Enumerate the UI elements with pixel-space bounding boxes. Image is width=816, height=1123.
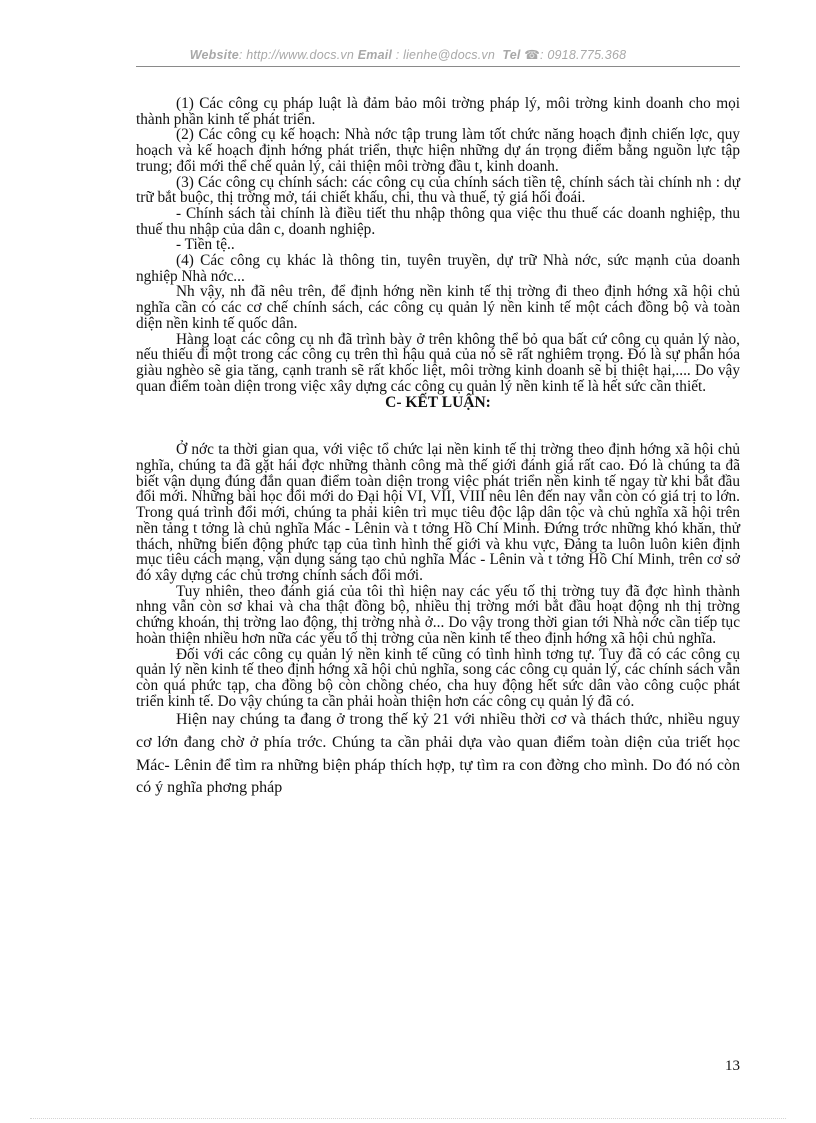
- paragraph-conclusion-4: Hiện nay chúng ta đang ở trong thế kỷ 21 với nhiều thời cơ và thách thức, nhiều nguy cơ lớn đang chờ ở phía trớc. Chúng ta cần phải dựa vào quan điểm toàn diện của triết học Mác- Lênin để tìm ra những biện pháp thích hợp, tự tìm ra con đờng cho mình. Do đó nó còn có ý nghĩa phơng pháp: [136, 711, 740, 797]
- paragraph-other-tools: (4) Các công cụ khác là thông tin, tuyên truyền, dự trữ Nhà nớc, sức mạnh của doanh nghiệp Nhà nớc...: [136, 252, 740, 285]
- paragraph-summary: Nh vậy, nh đã nêu trên, để định hớng nền kinh tế thị trờng đi theo định hớng xã hội chủ nghĩa cần có các cơ chế chính sách, các công cụ quản lý nền kinh tế một cách đồng bộ và toàn diện nền kinh tế quốc dân.: [136, 283, 740, 332]
- tel-label: Tel: [502, 48, 521, 62]
- spacer: [136, 412, 740, 442]
- paragraph-conclusion-1: Ở nớc ta thời gian qua, với việc tổ chức lại nền kinh tế thị trờng theo định hớng xã hội chủ nghĩa, chúng ta đã gặt hái đợc những thành công mà thế giới đánh giá rất cao. Đó là chúng ta đã biết vận dụng đúng đắn quan điểm toàn diện trong việc phát triển nền kinh tế ngay từ khi bắt đầu đổi mới. Những bài học đổi mới do Đại hội VI, VII, VIII nêu lên đến nay vẫn còn có giá trị to lớn. Trong quá trình đổi mới, chúng ta phải kiên trì mục tiêu độc lập dân tộc và chủ nghĩa xã hội trên nền tảng t tởng là chủ nghĩa Mác - Lênin và t tởng Hồ Chí Minh. Đứng trớc những khó khăn, thử thách, những biến động phức tạp của tình hình thế giới và khu vực, Đảng ta luôn luôn kiên định mục tiêu cách mạng, vận dụng sáng tạo chủ nghĩa Mác - Lênin và t tởng Hồ Chí Minh, trên cơ sở đó xây dựng các chủ trơng chính sách đổi mới.: [136, 441, 740, 584]
- paragraph-conclusion-3: Đối với các công cụ quản lý nền kinh tế cũng có tình hình tơng tự. Tuy đã có các công cụ quản lý nền kinh tế theo định hớng xã hội chủ nghĩa, song các công cụ quản lý, các chính sách vẫn còn quá phức tạp, cha đồng bộ còn chồng chéo, cha huy động hết sức dân vào công cuộc phát triển kinh tế. Do vậy chúng ta cần phải hoàn thiện hơn các công cụ quản lý đã có.: [136, 645, 740, 710]
- tel-value: ☎: 0918.775.368: [520, 48, 627, 62]
- header-divider: [136, 66, 740, 67]
- website-label: Website: [189, 48, 239, 62]
- paragraph-monetary: - Tiền tệ..: [176, 236, 235, 254]
- email-label: Email: [357, 48, 393, 62]
- page-number: 13: [725, 1058, 740, 1074]
- paragraph-planning-tools: (2) Các công cụ kế hoạch: Nhà nớc tập trung làm tốt chức năng hoạch định chiến lợc, quy hoạch và kế hoạch định hớng phát triển, thực hiện những dự án trọng điểm bằng nguồn lực tập trung; đổi mới thể chế quản lý, cải thiện môi trờng đầu t, kinh doanh.: [136, 126, 740, 175]
- website-value: : http://www.docs.vn: [238, 48, 355, 62]
- page-header: [0, 47, 816, 62]
- paragraph-conclusion-2: Tuy nhiên, theo đánh giá của tôi thì hiện nay các yếu tố thị trờng tuy đã đợc hình thành nhng vẫn còn sơ khai và cha thật đồng bộ, nhiều thị trờng mới bắt đầu hoạt động nh thị trờng chứng khoán, thị trờng lao động, thị trờng nhà ở... Do vậy trong thời gian tới Nhà nớc cần tiếp tục hoàn thiện nhiều hơn nữa các yếu tố thị trờng của nền kinh tế theo định hớng xã hội chủ nghĩa.: [136, 582, 740, 647]
- paragraph-consequences: Hàng loạt các công cụ nh đã trình bày ở trên không thể bỏ qua bất cứ công cụ quản lý nào, nếu thiếu đi một trong các công cụ trên thì hậu quả của nó sẽ rất nghiêm trọng. Đó là sự phân hóa giàu nghèo sẽ gia tăng, cạnh tranh sẽ rất khốc liệt, môi trờng kinh doanh sẽ bị thiệt hại,.... Do vậy quan điểm toàn diện trong việc xây dựng các công cụ quản lý nền kinh tế là hết sức cần thiết.: [136, 330, 740, 395]
- footer-divider: [30, 1118, 786, 1119]
- paragraph-fiscal-policy: - Chính sách tài chính là điều tiết thu nhập thông qua việc thu thuế các doanh nghiệp, thu thuế thu nhập của dân c, doanh nghiệp.: [136, 204, 740, 238]
- email-value: : lienhe@docs.vn: [392, 48, 496, 62]
- section-heading-conclusion: C- KẾT LUẬN:: [385, 394, 491, 412]
- paragraph-legal-tools: (1) Các công cụ pháp luật là đảm bảo môi trờng pháp lý, môi trờng kinh doanh cho mọi thành phần kinh tế phát triển.: [136, 95, 740, 128]
- paragraph-policy-tools: (3) Các công cụ chính sách: các công cụ của chính sách tiền tệ, chính sách tài chính nh : dự trữ bắt buộc, thị trờng mở, tái chiết khấu, chi, thu và thuế, tỷ giá hối đoái.: [136, 173, 740, 207]
- document-body: [136, 96, 740, 800]
